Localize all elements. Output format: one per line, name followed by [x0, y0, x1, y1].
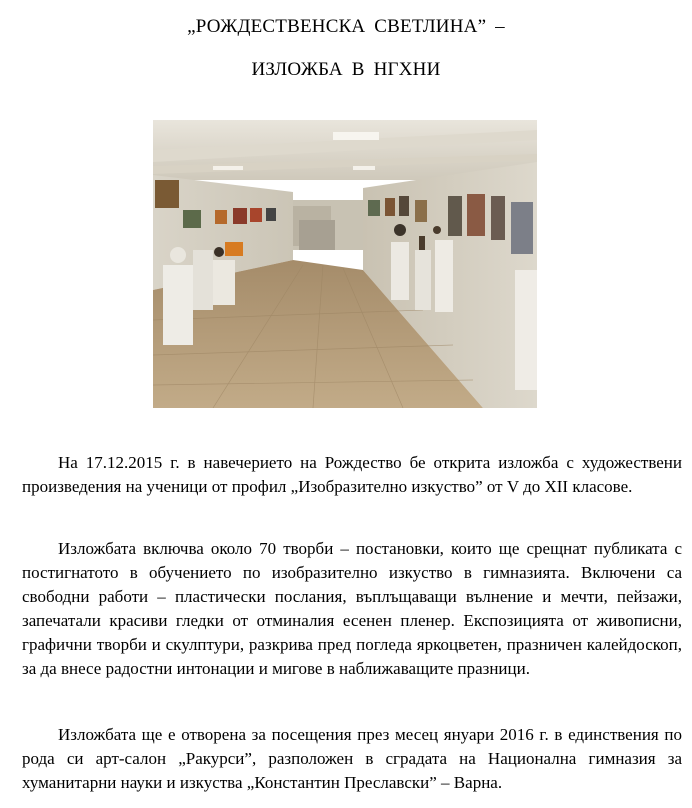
paragraph-2: Изложбата включва около 70 творби – постановки, които ще срещнат публиката с постигнатото в обучението по изобразително изкуство в гимназията. Включени са свободни работи – пластически послания, въплъщаващи вълнение и мечти, пейзажи, запечатали красиви гледки от отминалия есенен пленер. Експозицията от живописни, графични творби и скулптури, разкрива пред погледа яркоцветен, празничен калейдоскоп, за да внесе радостни интонации и мигове в наближаващите празници.: [22, 539, 682, 678]
gallery-illustration: [153, 120, 537, 408]
paragraph-3: Изложбата ще е отворена за посещения през месец януари 2016 г. в единствения по рода си арт-салон „Ракурси”, разположен в сградата на Национална гимназия за хуманитарни науки и изкуства „Константин Преславски” – Варна.: [22, 725, 682, 792]
gallery-photo: [153, 120, 537, 408]
page-title-line-1: „РОЖДЕСТВЕНСКА СВЕТЛИНА” –: [187, 16, 505, 37]
paragraph-1: На 17.12.2015 г. в навечерието на Рождество бе открита изложба с художествени произведения на ученици от профил „Изобразително изкуство” от V до XII класове.: [22, 453, 682, 496]
page-title-line-2: ИЗЛОЖБА В НГХНИ: [251, 59, 441, 80]
